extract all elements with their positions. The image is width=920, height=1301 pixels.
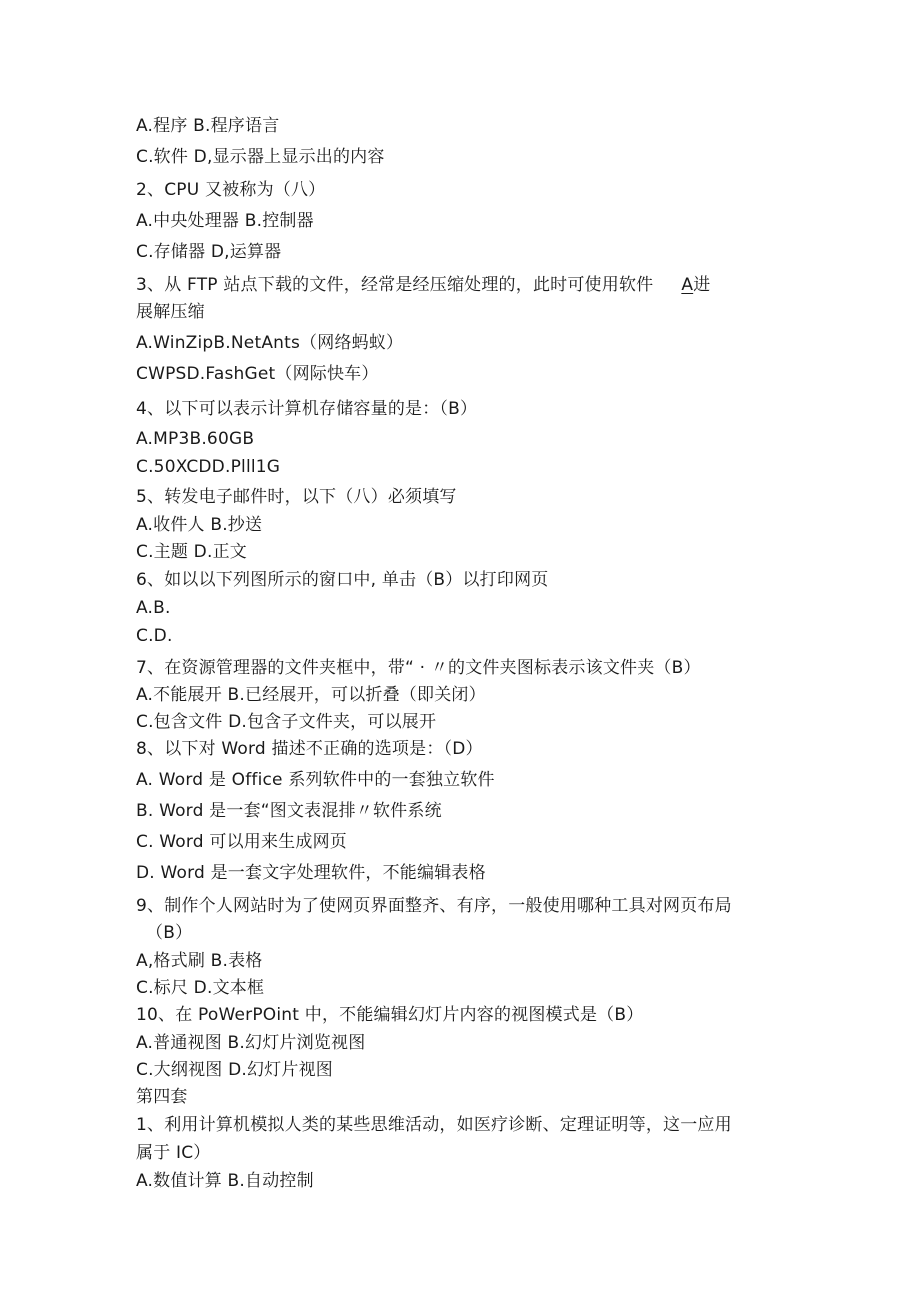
q1-options-cd: C.软件 D,显示器上显示出的内容 xyxy=(136,147,385,167)
q3-options-cd: CWPSD.FashGet（网际快车） xyxy=(136,364,379,384)
q5-options-ab: A.收件人 B.抄送 xyxy=(136,515,263,535)
s4-q1-options-ab: A.数值计算 B.自动控制 xyxy=(136,1171,314,1191)
q7-options-cd: C.包含文件 D.包含子文件夹，可以展开 xyxy=(136,712,437,732)
q4-options-cd: C.50XCDD.Plll1G xyxy=(136,457,281,477)
q9-options-ab: A,格式刷 B.表格 xyxy=(136,951,263,971)
s4-q1-question: 1、利用计算机模拟人类的某些思维活动，如医疗诊断、定理证明等，这一应用 xyxy=(136,1115,732,1135)
q8-option-a: A. Word 是 Office 系列软件中的一套独立软件 xyxy=(136,770,495,790)
s4-q1-question-cont: 属于 IC） xyxy=(136,1143,211,1163)
q3-question-text: 3、从 FTP 站点下载的文件，经常是经压缩处理的，此时可使用软件 xyxy=(136,275,654,295)
q6-question: 6、如以以下列图所示的窗口中, 单击（B）以打印网页 xyxy=(136,570,549,590)
q1-options-ab: A.程序 B.程序语言 xyxy=(136,116,280,136)
q8-question: 8、以下对 Word 描述不正确的选项是：（D） xyxy=(136,739,483,759)
q10-options-ab: A.普通视图 B.幻灯片浏览视图 xyxy=(136,1033,366,1053)
q3-options-ab: A.WinZipB.NetAnts（网络蚂蚁） xyxy=(136,333,404,353)
q4-question: 4、以下可以表示计算机存储容量的是：（B） xyxy=(136,399,478,419)
q10-question: 10、在 PoWerPOint 中，不能编辑幻灯片内容的视图模式是（B） xyxy=(136,1005,644,1025)
q3-question-tail: 进 xyxy=(693,275,711,295)
q2-options-ab: A.中央处理器 B.控制器 xyxy=(136,211,314,231)
section-heading: 第四套 xyxy=(136,1087,188,1107)
q3-answer: A xyxy=(681,275,694,295)
q4-options-ab: A.MP3B.60GB xyxy=(136,429,255,449)
q3-question-cont: 展解压缩 xyxy=(136,302,205,322)
q9-question: 9、制作个人网站时为了使网页界面整齐、有序，一般使用哪种工具对网页布局 xyxy=(136,896,732,916)
q2-question: 2、CPU 又被称为（八） xyxy=(136,180,326,200)
q8-option-d: D. Word 是一套文字处理软件，不能编辑表格 xyxy=(136,863,486,883)
q5-options-cd: C.主题 D.正文 xyxy=(136,542,247,562)
q7-question: 7、在资源管理器的文件夹框中，带“ · 〃的文件夹图标表示该文件夹（B） xyxy=(136,658,701,678)
q9-question-cont: （B） xyxy=(146,923,193,943)
q8-option-b: B. Word 是一套“图文表混排〃软件系统 xyxy=(136,801,442,821)
q8-option-c: C. Word 可以用来生成网页 xyxy=(136,832,347,852)
q3-question xyxy=(136,274,710,296)
q9-options-cd: C.标尺 D.文本框 xyxy=(136,978,265,998)
q6-options-cd: C.D. xyxy=(136,626,173,646)
q6-options-ab: A.B. xyxy=(136,598,171,618)
q5-question: 5、转发电子邮件时，以下（八）必须填写 xyxy=(136,487,457,507)
q7-options-ab: A.不能展开 B.已经展开，可以折叠（即关闭） xyxy=(136,685,486,705)
q2-options-cd: C.存储器 D,运算器 xyxy=(136,242,282,262)
q10-options-cd: C.大纲视图 D.幻灯片视图 xyxy=(136,1060,333,1080)
